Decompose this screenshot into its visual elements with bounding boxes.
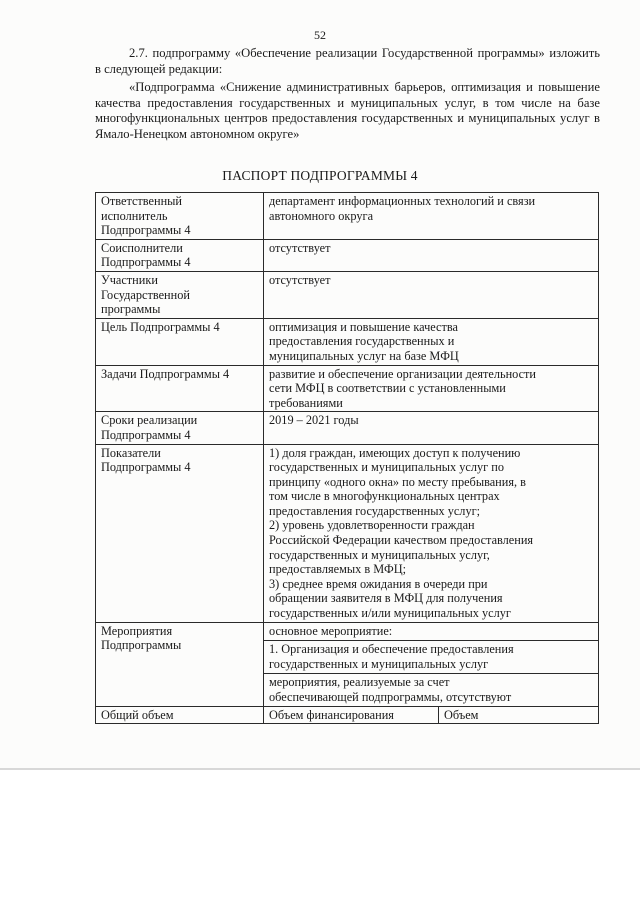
table-row: [96, 271, 599, 318]
table-row: [96, 412, 599, 444]
table-row: [96, 365, 599, 412]
passport-title: ПАСПОРТ ПОДПРОГРАММЫ 4: [222, 168, 418, 183]
paragraph-amendment: 2.7. подпрограмму «Обеспечение реализации Государственной программы» изложить в следующей редакции:: [95, 46, 600, 76]
table-row: [96, 622, 599, 706]
row-label-coexecutors: Соисполнители Подпрограммы 4: [96, 239, 264, 271]
row-label-participants: Участники Государственной программы: [96, 271, 264, 318]
volume-header: Объем: [444, 707, 479, 722]
row-value-goal: оптимизация и повышение качества предоставления государственных и муниципальных услуг на базе МФЦ: [264, 318, 599, 365]
row-value-responsible: департамент информационных технологий и связи автономного округа: [264, 193, 599, 240]
row-value-timeframe: 2019 – 2021 годы: [264, 412, 599, 444]
row-label-tasks: Задачи Подпрограммы 4: [96, 365, 264, 412]
table-row: [96, 444, 599, 622]
paragraph-subprogram-name: «Подпрограмма «Снижение административных барьеров, оптимизация и повышение качества предоставления государственных и муниципальных услуг, в том числе на базе многофункциональных центров предоставления государственных и муниципальных услуг в Ямало-Ненецком автономном округе»: [95, 80, 600, 141]
activities-subrow-main: 1. Организация и обеспечение предоставления государственных и муниципальных услуг: [264, 640, 598, 671]
row-value-coexecutors: отсутствует: [264, 239, 599, 271]
row-label-activities: Мероприятия Подпрограммы: [96, 622, 264, 706]
row-label-timeframe: Сроки реализации Подпрограммы 4: [96, 412, 264, 444]
row-label-responsible: Ответственный исполнитель Подпрограммы 4: [96, 193, 264, 240]
row-label-total-volume: Общий объем: [96, 706, 264, 724]
row-value-tasks: развитие и обеспечение организации деятельности сети МФЦ в соответствии с установленными требованиями: [264, 365, 599, 412]
row-value-activities: основное мероприятие: 1. Организация и обеспечение предоставления государственных и муниципальных услуг мероприятия, реализуемые за счет обеспечивающей подпрограммы, отсутствуют: [264, 622, 599, 706]
financing-volume-header: Объем финансирования: [264, 707, 439, 724]
row-label-goal: Цель Подпрограммы 4: [96, 318, 264, 365]
row-value-participants: отсутствует: [264, 271, 599, 318]
page-number: 52: [314, 28, 326, 42]
row-value-total-volume: [264, 706, 599, 724]
table-row: [96, 706, 599, 724]
financing-header-split: [264, 707, 598, 724]
table-row: [96, 193, 599, 240]
passport-table: [95, 192, 599, 724]
table-row: [96, 239, 599, 271]
table-row: [96, 318, 599, 365]
row-value-indicators: 1) доля граждан, имеющих доступ к получению государственных и муниципальных услуг по принципу «одного окна» по месту пребывания, в том числе в многофункциональных центрах предоставления государственных услуг; 2) уровень удовлетворенности граждан Российской Федерации качеством предоставления государственных и муниципальных услуг, предоставляемых в МФЦ; 3) среднее время ожидания в очереди при обращении заявителя в МФЦ для получения государственных и/или муниципальных услуг: [264, 444, 599, 622]
activities-subrow-supporting: мероприятия, реализуемые за счет обеспечивающей подпрограммы, отсутствуют: [264, 673, 598, 704]
row-label-indicators: Показатели Подпрограммы 4: [96, 444, 264, 622]
